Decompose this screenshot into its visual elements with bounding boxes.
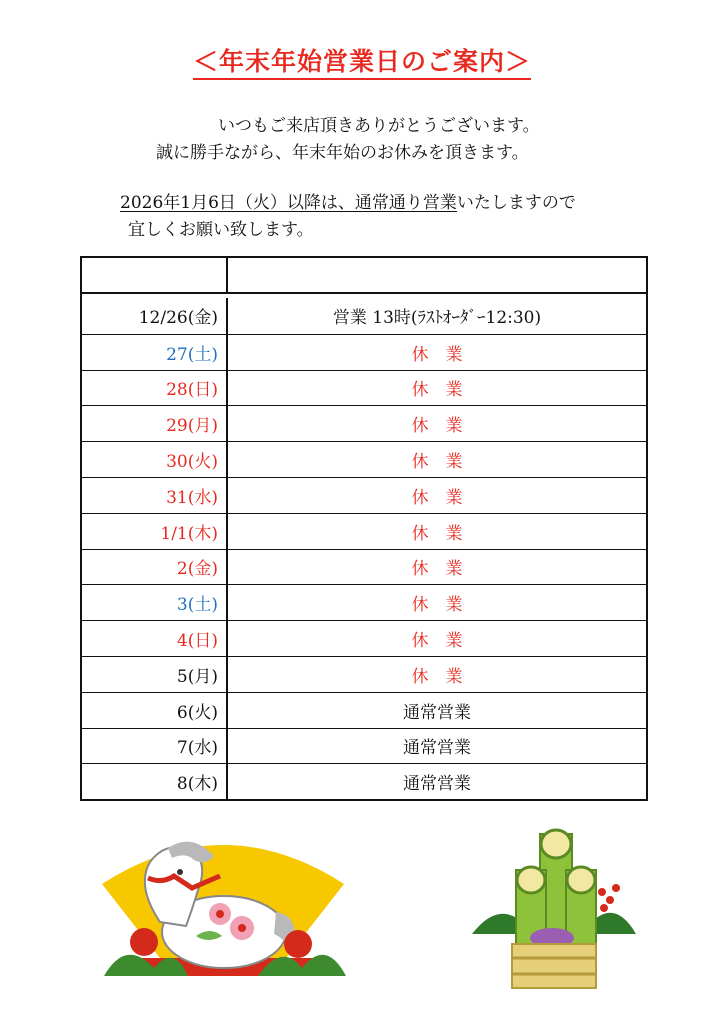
table-row bbox=[82, 584, 646, 620]
status-cell: 休 業 bbox=[411, 559, 463, 580]
date-cell: 8(木) bbox=[82, 764, 228, 799]
status-cell: 休 業 bbox=[411, 595, 463, 616]
header-date-cell bbox=[82, 258, 228, 292]
table-row bbox=[82, 620, 646, 656]
status-cell: 通常営業 bbox=[403, 702, 471, 723]
table-row bbox=[82, 549, 646, 585]
table-row bbox=[82, 692, 646, 728]
date-cell: 2(金) bbox=[82, 550, 228, 585]
date-cell: 1/1(木) bbox=[82, 514, 228, 549]
table-row bbox=[82, 513, 646, 549]
date-cell: 28(日) bbox=[82, 371, 228, 406]
date-cell: 27(土) bbox=[82, 335, 228, 370]
status-cell: 休 業 bbox=[411, 523, 463, 544]
nanten-berries-icon bbox=[598, 888, 606, 896]
kadomatsu-illustration bbox=[470, 826, 638, 992]
status-cell: 通常営業 bbox=[403, 774, 471, 795]
reopen-date-notice: 2026年1月6日（火）以降は、通常通り営業 bbox=[120, 193, 457, 213]
page-title-text: ＜年末年始営業日のご案内＞ bbox=[193, 47, 531, 80]
intro-line-1: いつもご来店頂きありがとうございます。 bbox=[218, 116, 540, 136]
status-cell: 休 業 bbox=[411, 380, 463, 401]
date-cell: 31(水) bbox=[82, 478, 228, 513]
table-row bbox=[82, 763, 646, 799]
status-cell: 休 業 bbox=[411, 631, 463, 652]
date-cell: 30(火) bbox=[82, 442, 228, 477]
header-status-cell bbox=[228, 258, 646, 292]
status-cell: 通常営業 bbox=[403, 738, 471, 759]
intro-line-3 bbox=[120, 192, 576, 214]
table-row bbox=[82, 441, 646, 477]
date-cell: 5(月) bbox=[82, 657, 228, 692]
schedule-table bbox=[80, 256, 648, 801]
date-cell: 6(火) bbox=[82, 693, 228, 728]
table-row bbox=[82, 405, 646, 441]
table-row bbox=[82, 728, 646, 764]
date-cell: 29(月) bbox=[82, 406, 228, 441]
status-cell: 休 業 bbox=[411, 452, 463, 473]
date-cell: 7(水) bbox=[82, 729, 228, 764]
page-title bbox=[0, 42, 724, 78]
status-cell: 休 業 bbox=[411, 344, 463, 365]
table-body bbox=[82, 298, 646, 799]
table-row bbox=[82, 477, 646, 513]
table-row bbox=[82, 298, 646, 334]
status-cell: 営業 13時(ﾗｽﾄｵｰﾀﾞｰ12:30) bbox=[332, 308, 542, 329]
date-cell: 4(日) bbox=[82, 621, 228, 656]
straw-base-icon bbox=[512, 944, 596, 988]
intro-line-4: 宜しくお願い致します。 bbox=[128, 220, 314, 240]
table-row bbox=[82, 656, 646, 692]
date-cell: 12/26(金) bbox=[82, 298, 228, 334]
horse-figurine-illustration bbox=[96, 826, 350, 988]
red-flower-icon bbox=[284, 930, 312, 958]
table-row bbox=[82, 334, 646, 370]
status-cell: 休 業 bbox=[411, 487, 463, 508]
intro-line-3-rest: いたしますので bbox=[456, 193, 576, 213]
table-row bbox=[82, 370, 646, 406]
status-cell: 休 業 bbox=[411, 666, 463, 687]
table-header-row bbox=[82, 258, 646, 294]
intro-line-2: 誠に勝手ながら、年末年始のお休みを頂きます。 bbox=[156, 143, 529, 163]
horse-eye-icon bbox=[177, 869, 183, 875]
status-cell: 休 業 bbox=[411, 416, 463, 437]
red-flower-icon bbox=[130, 928, 158, 956]
date-cell: 3(土) bbox=[82, 585, 228, 620]
